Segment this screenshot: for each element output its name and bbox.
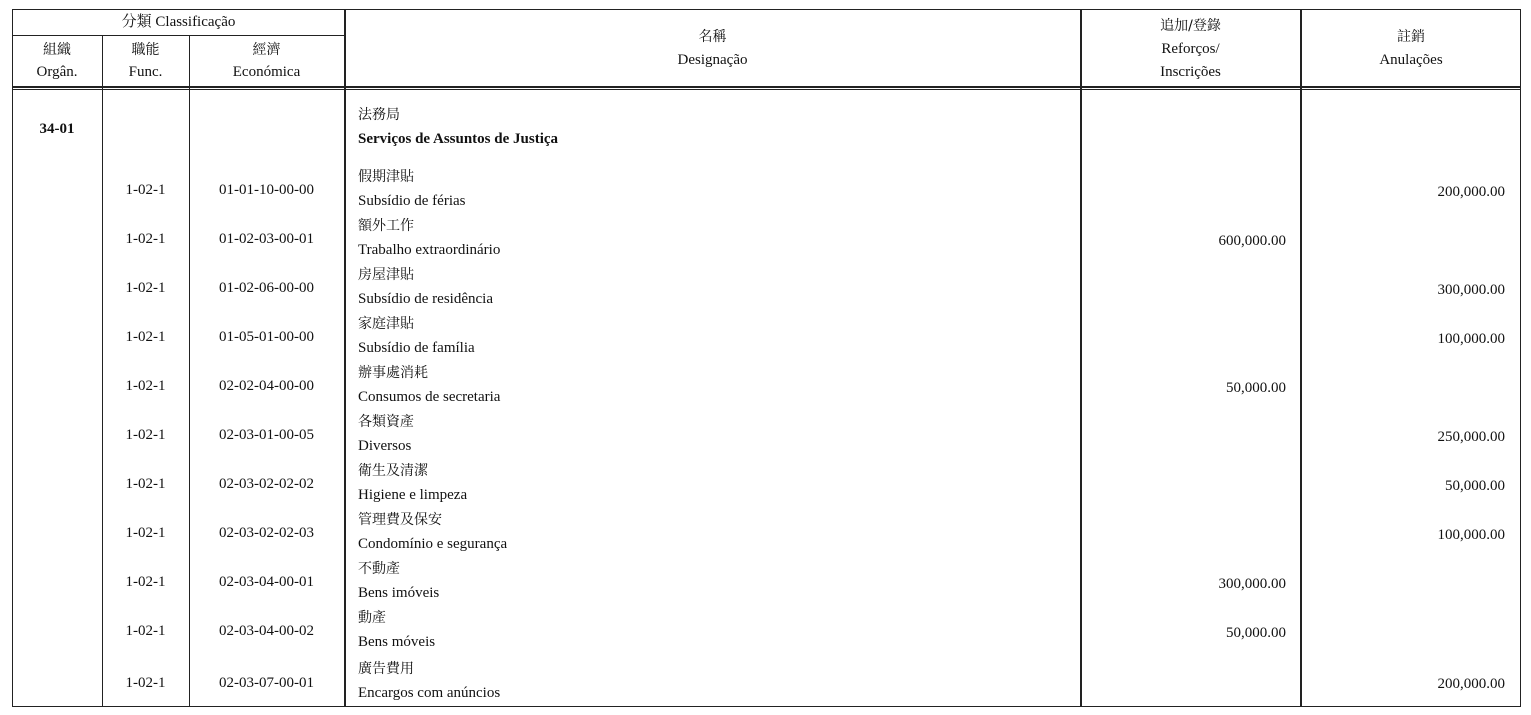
- row-designation-pt: Subsídio de férias: [358, 193, 466, 209]
- table-row: [0, 609, 1531, 658]
- row-func: 1-02-1: [125, 182, 166, 198]
- row-designation-zh: 衛生及清潔: [358, 463, 428, 479]
- row-designation-pt: Subsídio de residência: [358, 291, 493, 307]
- table-row: [0, 462, 1531, 511]
- row-func: 1-02-1: [125, 231, 166, 247]
- table-row: [0, 413, 1531, 462]
- header-organ-pt: Orgân.: [36, 64, 78, 80]
- header-designation-pt: Designação: [677, 52, 748, 68]
- row-designation-pt: Condomínio e segurança: [358, 536, 508, 552]
- row-designation-zh: 房屋津貼: [358, 267, 414, 283]
- row-econ: 01-01-10-00-00: [219, 182, 314, 198]
- row-func: 1-02-1: [125, 280, 166, 296]
- row-designation-pt: Consumos de secretaria: [358, 389, 501, 405]
- header-annul-pt: Anulações: [1379, 52, 1443, 68]
- table-row: [0, 658, 1531, 707]
- row-annul: 100,000.00: [1437, 331, 1505, 347]
- row-designation-pt: Bens móveis: [358, 634, 436, 650]
- row-designation-pt: Bens imóveis: [358, 585, 440, 601]
- header-reinforce-pt1: Reforços/: [1161, 41, 1220, 57]
- header-organ-zh: 組織: [43, 42, 71, 58]
- row-designation-pt: Trabalho extraordinário: [358, 242, 501, 258]
- entity-name-zh: 法務局: [358, 107, 400, 123]
- row-designation-zh: 動產: [358, 610, 386, 626]
- table-row: [0, 168, 1531, 217]
- row-func: 1-02-1: [125, 329, 166, 345]
- row-designation-pt: Diversos: [358, 438, 412, 454]
- header-econ-zh: 經濟: [252, 42, 281, 58]
- row-designation-zh: 不動產: [358, 561, 400, 577]
- row-designation-zh: 家庭津貼: [358, 316, 414, 332]
- row-annul: 50,000.00: [1445, 478, 1505, 494]
- row-reinforce: 50,000.00: [1226, 625, 1286, 641]
- row-func: 1-02-1: [125, 525, 166, 541]
- table-row: [0, 560, 1531, 609]
- header-bottom-rule: [12, 86, 1521, 88]
- table-row: [0, 266, 1531, 315]
- row-annul: 250,000.00: [1437, 429, 1505, 445]
- row-econ: 02-03-02-02-02: [219, 476, 314, 492]
- table-row: [0, 217, 1531, 266]
- row-econ: 02-03-04-00-01: [219, 574, 314, 590]
- row-econ: 01-02-06-00-00: [219, 280, 314, 296]
- row-reinforce: 300,000.00: [1218, 576, 1286, 592]
- row-designation-zh: 額外工作: [358, 218, 414, 234]
- row-reinforce: 50,000.00: [1226, 380, 1286, 396]
- table-row: [0, 315, 1531, 364]
- header-func-pt: Func.: [128, 64, 163, 80]
- row-designation-pt: Encargos com anúncios: [358, 685, 501, 701]
- row-designation-pt: Subsídio de família: [358, 340, 475, 356]
- row-annul: 200,000.00: [1437, 184, 1505, 200]
- row-annul: 300,000.00: [1437, 282, 1505, 298]
- row-func: 1-02-1: [125, 427, 166, 443]
- row-designation-pt: Higiene e limpeza: [358, 487, 468, 503]
- header-func-zh: 職能: [131, 42, 160, 58]
- row-econ: 02-03-07-00-01: [219, 675, 314, 691]
- row-designation-zh: 假期津貼: [358, 169, 414, 185]
- table-row: [0, 511, 1531, 560]
- header-divider-classification: [12, 35, 345, 36]
- row-econ: 01-05-01-00-00: [219, 329, 314, 345]
- header-econ-pt: Económica: [232, 64, 301, 80]
- row-econ: 02-03-02-02-03: [219, 525, 314, 541]
- header-classification: 分類 Classificação: [121, 14, 236, 30]
- row-annul: 100,000.00: [1437, 527, 1505, 543]
- header-reinforce-pt2: Inscrições: [1160, 64, 1221, 80]
- row-econ: 01-02-03-00-01: [219, 231, 314, 247]
- table-row: [0, 364, 1531, 413]
- row-annul: 200,000.00: [1437, 676, 1505, 692]
- header-reinforce-zh: 追加/登錄: [1160, 18, 1221, 34]
- row-reinforce: 600,000.00: [1218, 233, 1286, 249]
- row-func: 1-02-1: [125, 476, 166, 492]
- row-econ: 02-02-04-00-00: [219, 378, 314, 394]
- header-bottom-rule-2: [12, 89, 1521, 90]
- header-designation-zh: 名稱: [698, 29, 727, 45]
- entity-name-pt: Serviços de Assuntos de Justiça: [358, 131, 559, 147]
- row-designation-zh: 管理費及保安: [358, 512, 442, 528]
- header-annul-zh: 註銷: [1397, 29, 1425, 45]
- row-designation-zh: 各類資產: [358, 414, 414, 430]
- row-designation-zh: 辦事處消耗: [358, 365, 428, 381]
- row-func: 1-02-1: [125, 675, 166, 691]
- row-econ: 02-03-04-00-02: [219, 623, 314, 639]
- row-func: 1-02-1: [125, 623, 166, 639]
- row-econ: 02-03-01-00-05: [219, 427, 314, 443]
- row-designation-zh: 廣告費用: [358, 661, 414, 677]
- row-func: 1-02-1: [125, 574, 166, 590]
- entity-organ-code: 34-01: [39, 121, 75, 137]
- row-func: 1-02-1: [125, 378, 166, 394]
